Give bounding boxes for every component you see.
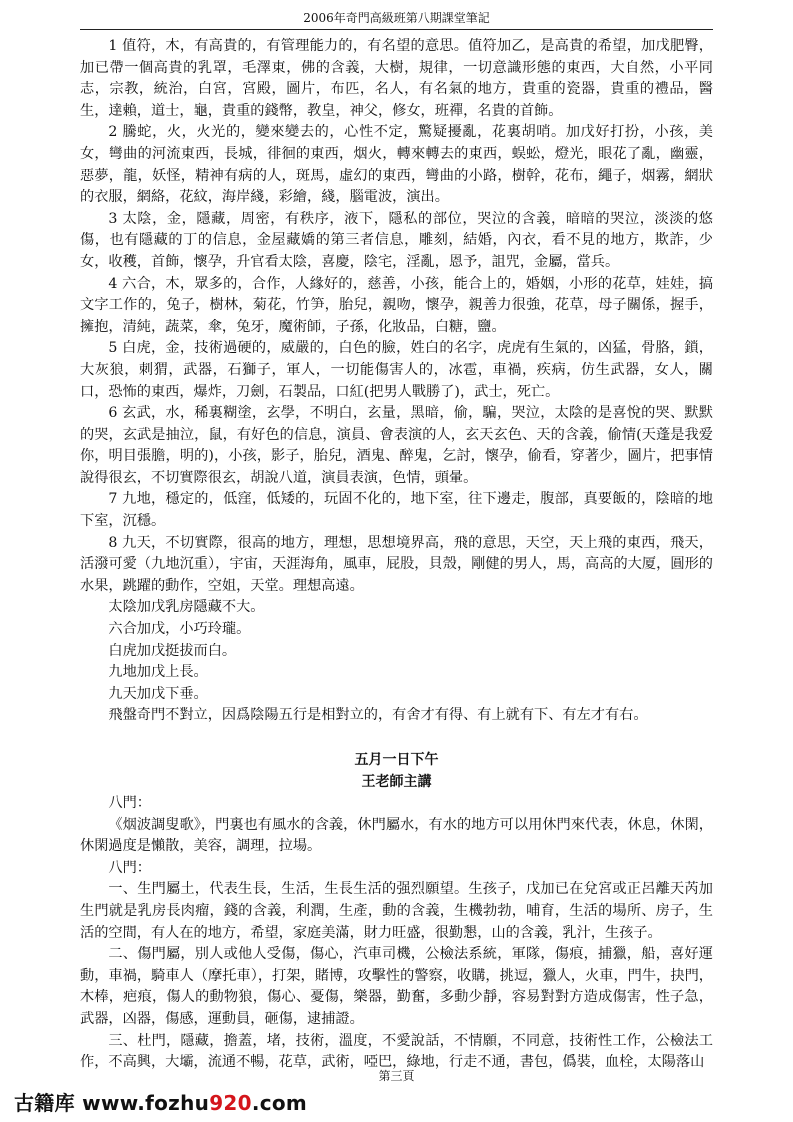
paragraph-yanbo: 《烟波調叟歌》，門裏也有風水的含義，休門屬水，有水的地方可以用休門來代表，休息，休閑，休閑過度是懶散，美容，調理，拉場。 bbox=[80, 816, 713, 855]
paragraph-shengmen: 一、生門屬土，代表生長，生活，生長生活的强烈願望。生孩子，戊加已在兌宮或正呂離天芮加生門就是乳房長肉瘤，錢的含義，利潤，生產，動的含義，生機勃勃，哺育，生活的場所、房子，生活的空間，有人在的地方，希望，家庭美滿，財力旺盛，很勤懇，山的含義，乳汁，生孩子。 bbox=[80, 881, 713, 941]
paragraph-taiyin: 3 太陰，金，隱藏，周密，有秩序，液下，隱私的部位，哭泣的含義，暗暗的哭泣，淡淡的悠傷，也有隱藏的丁的信息，金屋藏嬌的第三者信息，雕刻，結婚，內衣，看不見的地方，欺詐，少女，收穫，首飾，懷孕，升官看太陰，喜慶，陰宅，淫亂，恩予，詛咒，金屬，當兵。 bbox=[80, 210, 713, 270]
paragraph-tengshe: 2 騰蛇，火，火光的，變來變去的，心性不定，驚疑擾亂，花裏胡哨。加戊好打扮，小孩，美女，彎曲的河流東西，長城，徘徊的東西，烟火，轉來轉去的東西，蜈蚣，燈光，眼花了亂，幽靈，惡夢，龍，妖怪，精神有病的人，斑馬，虛幻的東西，彎曲的小路，樹幹，花布，繩子，烟霧，網狀的衣服，網絡，花紋，海岸綫，彩繪，綫，腦電波，演出。 bbox=[80, 124, 713, 206]
header-divider bbox=[80, 29, 713, 30]
section-spacer bbox=[80, 727, 713, 749]
paragraph-jiutian: 8 九天，不切實際，很高的地方，理想，思想境界高，飛的意思，天空，天上飛的東西，飛天，活潑可愛（九地沉重），宇宙，天涯海角，風車，屁股，貝殼，剛健的男人，馬，高高的大厦，圓形的水果，跳躍的動作，空姐，天堂。理想高遠。 bbox=[80, 534, 713, 594]
paragraph-bamen-label: 八門： bbox=[108, 795, 151, 811]
paragraph-xuanwu: 6 玄武，水，稀裏糊塗，玄學，不明白，玄量，黑暗，偷，騙，哭泣，太陰的是喜悅的哭、默默的哭，玄武是抽泣，鼠，有好色的信息，演員、會表演的人，玄天玄色、天的含義，偷情(天蓬是我爱你，明目張膽，明的)，小孩，影子，胎兒，酒鬼、醉鬼，乞討，懷孕，偷看，穿著少，圖片，把事情說得很玄，不切實際很玄，胡說八道，演員表演，色情，頭暈。 bbox=[80, 405, 713, 486]
note-liuhe-wu: 六合加戊，小巧玲瓏。 bbox=[108, 621, 251, 638]
watermark-url-number: 920 bbox=[209, 1091, 252, 1115]
paragraph-bamen-label-2: 八門： bbox=[108, 859, 151, 876]
section-speaker-heading: 王老師主講 bbox=[361, 774, 432, 790]
watermark-url-prefix: www.fozhu bbox=[82, 1091, 210, 1115]
paragraph-jiudi: 7 九地，穩定的，低窪，低矮的，玩固不化的，地下室，往下邊走，腹部，真要飯的，陰暗的地下室，沉穩。 bbox=[80, 491, 713, 530]
note-jiutian-wu: 九天加戊下垂。 bbox=[108, 685, 208, 702]
paragraph-baihu: 5 白虎，金，技術過硬的，威嚴的，白色的臉，姓白的名字，虎虎有生氣的，凶猛，骨胳，鎖，大灰狼，刺猬，武器，石獅子，軍人，一切能傷害人的，冰雹，車禍，疾病，仿生武器，女人，關口，恐怖的東西，爆炸，刀劍，石製品，口紅(把男人戰勝了)，武士，死亡。 bbox=[80, 340, 713, 400]
page-body bbox=[80, 36, 713, 1074]
paragraph-zhifu: 1 值符，木，有高貴的，有管理能力的，有名望的意思。值符加乙，是高貴的希望，加戊肥臀，加已帶一個高貴的乳罩，毛澤東，佛的含義，大樹，規律，一切意識形態的東西，大自然，小平同志，宗教，統治，白宮，宮殿，圖片，布匹，名人，有名氣的地方，貴重的瓷器，貴重的禮品，醫生，達賴，道士，龜，貴重的錢幣，教皇，神父，修女，班禪，名貴的首飾。 bbox=[80, 38, 713, 119]
note-baihu-wu: 白虎加戊挺拔而白。 bbox=[108, 642, 237, 659]
watermark-site-name: 古籍库 bbox=[14, 1091, 75, 1115]
watermark-logo bbox=[14, 1087, 307, 1116]
paragraph-liuhe: 4 六合，木，眾多的，合作，人緣好的，慈善，小孩，能合上的，婚姻，小形的花草，娃娃，搞文字工作的，兔子，樹林，菊花，竹笋，胎兒，親吻，懷孕，親善力很強，花草，母子關係，握手，擁抱，清純，蔬菜，傘，兔牙，魔術師，子孫，化妝品，白糖，鹽。 bbox=[80, 275, 713, 335]
page-number: 第三頁 bbox=[378, 1069, 415, 1083]
note-jiudi-wu: 九地加戊上長。 bbox=[108, 664, 208, 681]
section-date-heading: 五月一日下午 bbox=[354, 752, 439, 768]
page-header-title: 2006年奇門高級班第八期課堂筆記 bbox=[303, 11, 490, 25]
paragraph-shangmen: 二、傷門屬，別人或他人受傷，傷心，汽車司機，公檢法系統，軍隊，傷痕，捕獵，船，喜好運動，車禍，騎車人（摩托車），打架，賭博，攻擊性的警察，收購，挑逗，獵人，火車，門牛，抉門，木棒，疤痕，傷人的動物狼，傷心、憂傷，樂器，勤奮，多動少靜，容易對對方造成傷害，性子急，武器，凶器，傷感，運動員，砸傷，逮捕證。 bbox=[80, 946, 713, 1027]
paragraph-dumen: 三、杜門，隱藏，擔蓋，堵，技術，溫度，不愛說話，不情願，不同意，技術性工作，公檢法工作，不高興，大壩，流通不暢，花草，武術，啞巴，綠地，行走不通，書包，僞裝，血栓，太陽落山 bbox=[80, 1032, 713, 1071]
note-feipan: 飛盤奇門不對立，因爲陰陽五行是相對立的，有舍才有得、有上就有下、有左才有右。 bbox=[108, 707, 648, 724]
note-taiyin-wu: 太陰加戊乳房隱藏不大。 bbox=[108, 599, 265, 616]
watermark-url-suffix: .com bbox=[251, 1091, 308, 1115]
